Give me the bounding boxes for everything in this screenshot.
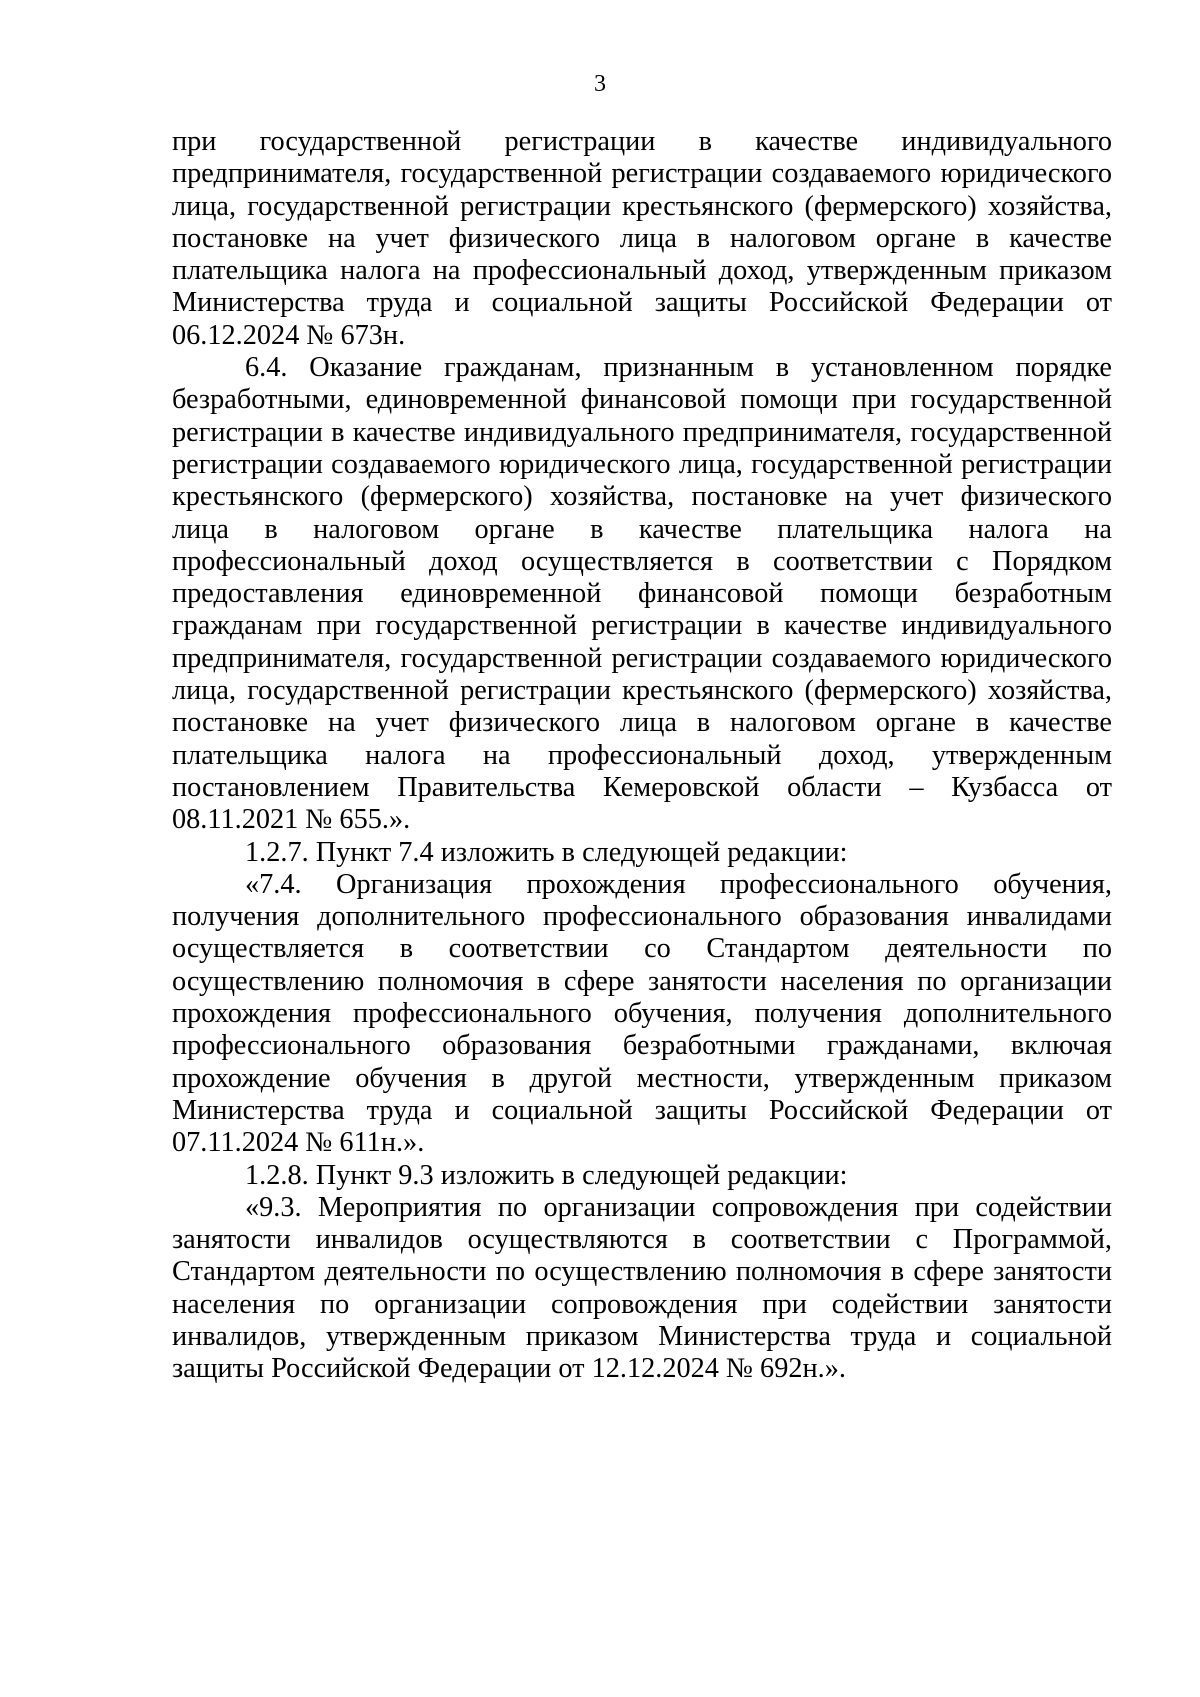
paragraph-9-3: «9.3. Мероприятия по организации сопровождения при содействии занятости инвалидов осуществляются в соответствии с Программой, Стандартом деятельности по осуществлению полномочия в сфере занятости населения по организации сопровождения при содействии занятости инвалидов, утвержденным приказом Министерства труда и социальной защиты Российской Федерации от 12.12.2024 № 692н.». xyxy=(172,1191,1112,1385)
paragraph-1-2-7: 1.2.7. Пункт 7.4 изложить в следующей редакции: xyxy=(245,836,848,868)
document-body xyxy=(172,126,1112,1386)
paragraph-1-2-8: 1.2.8. Пункт 9.3 изложить в следующей редакции: xyxy=(245,1159,848,1191)
page-number: 3 xyxy=(594,71,606,97)
paragraph-continuation: при государственной регистрации в качестве индивидуального предпринимателя, государственной регистрации создаваемого юридического лица, государственной регистрации крестьянского (фермерского) хозяйства, постановке на учет физического лица в налоговом органе в качестве плательщика налога на профессиональный доход, утвержденным приказом Министерства труда и социальной защиты Российской Федерации от 06.12.2024 № 673н. xyxy=(172,126,1112,351)
paragraph-7-4: «7.4. Организация прохождения профессионального обучения, получения дополнительного профессионального образования инвалидами осуществляется в соответствии со Стандартом деятельности по осуществлению полномочия в сфере занятости населения по организации прохождения профессионального обучения, получения дополнительного профессионального образования безработными гражданами, включая прохождение обучения в другой местности, утвержденным приказом Министерства труда и социальной защиты Российской Федерации от 07.11.2024 № 611н.». xyxy=(172,868,1112,1159)
paragraph-6-4: 6.4. Оказание гражданам, признанным в установленном порядке безработными, единовременной финансовой помощи при государственной регистрации в качестве индивидуального предпринимателя, государственной регистрации создаваемого юридического лица, государственной регистрации крестьянского (фермерского) хозяйства, постановке на учет физического лица в налоговом органе в качестве плательщика налога на профессиональный доход осуществляется в соответствии с Порядком предоставления единовременной финансовой помощи безработным гражданам при государственной регистрации в качестве индивидуального предпринимателя, государственной регистрации создаваемого юридического лица, государственной регистрации крестьянского (фермерского) хозяйства, постановке на учет физического лица в налоговом органе в качестве плательщика налога на профессиональный доход, утвержденным постановлением Правительства Кемеровской области – Кузбасса от 08.11.2021 № 655.». xyxy=(172,352,1112,836)
